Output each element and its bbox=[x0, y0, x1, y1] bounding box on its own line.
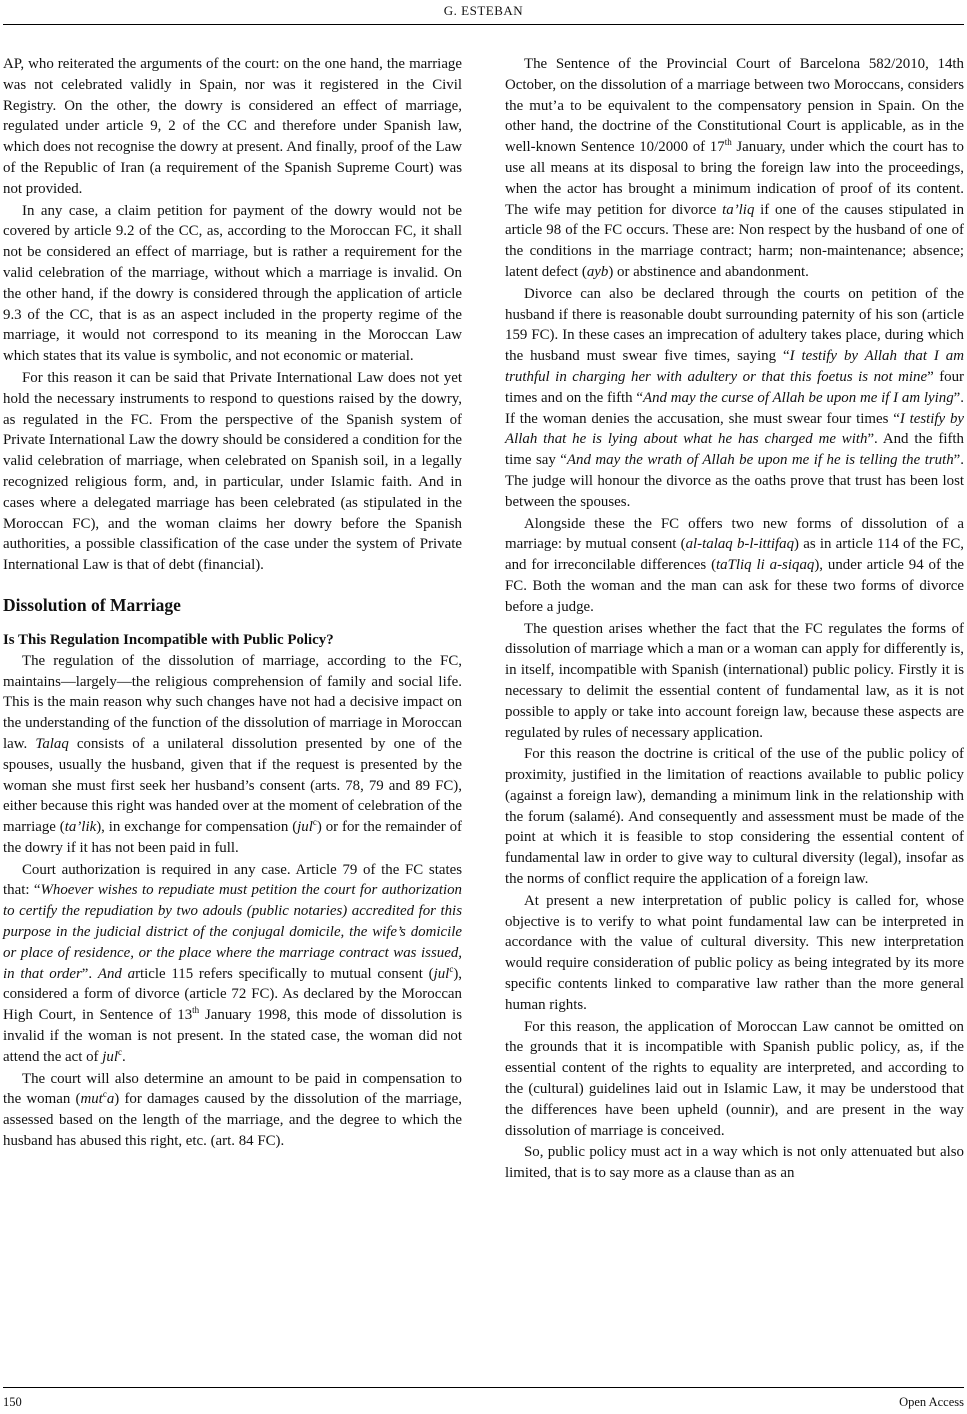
header-rule bbox=[3, 24, 964, 25]
paragraph: Divorce can also be declared through the courts on petition of the husband if there is reasonable doubt surrounding paternity of his son (article 159 FC). In these cases an imprecation of adultery takes place, during which the husband must swear five times, saying “I testify by Allah that I am truthful in charging her with adultery or that this foetus is not mine” four times and on the fifth “And may the curse of Allah be upon me if I am lying”. If the woman denies the accusation, she must swear four times “I testify by Allah that he is lying about what he has charged me with”. And the fifth time say “And may the wrath of Allah be upon me if he is telling the truth”. The judge will honour the divorce as the oaths prove that trust has been lost between the spouses. bbox=[505, 285, 965, 510]
paragraph: Court authorization is required in any case. Article 79 of the FC states that: “Whoever wishes to repudiate must petition the court for authorization to certify the repudiation by two adouls (public notaries) accredited for this purpose in the judicial district of the conjugal domicile, the wife’s domicile or place of residence, or the place where the marriage contract was issued, in that order”. And article 115 refers specifically to mutual consent (jul$^c$), considered a form of divorce (article 72 FC). As declared by the Moroccan High Court, in Sentence of 13th January 1998, this mode of dissolution is invalid if the woman is not present. In the stated case, the woman did not attend the act of jul$^c$. bbox=[3, 861, 462, 1065]
paragraph: The Sentence of the Provincial Court of Barcelona 582/2010, 14th October, on the dissolution of a marriage between two Moroccans, considers the mut’a to be equivalent to the compensatory pension in Spain. On the other hand, the doctrine of the Constitutional Court is applicable, as in the well-known Sentence 10/2000 of 17th January, under which the court has to use all means at its disposal to bring the foreign law into the proceedings, when the actor has brought a minimum indication of proof of its content. The wife may petition for divorce ta’liq if one of the causes stipulated in article 98 of the FC occurs. These are: Non respect by the husband of one of the conditions in the marriage contract; harm; non-maintenance; absence; latent defect (ayb) or abstinence and abandonment. bbox=[505, 56, 965, 280]
footer-rule bbox=[3, 1387, 964, 1388]
running-header: G. ESTEBAN bbox=[443, 3, 524, 18]
paragraph: The regulation of the dissolution of marriage, according to the FC, maintains—largely—the religious comprehension of family and social life. This is the main reason why such changes have not had a decisive impact on the understanding of the function of the dissolution of marriage in Moroccan law. Talaq consists of a unilateral dissolution presented by one of the spouses, usually the husband, given that if the request is presented by the woman she must first seek her husband’s consent (arts. 78, 79 and 89 FC), either because this right was handed over at the moment of celebration of the marriage (ta’lik), in exchange for compensation (jul$^c$) or for the remainder of the dowry if it has not been paid in full. bbox=[3, 652, 463, 856]
paragraph: The court will also determine an amount to be paid in compensation to the woman (mut$^c$a) for damages caused by the dissolution of the marriage, assessed based on the length of the marriage, and the degree to which the husband has abused this right, etc. (art. 84 FC). bbox=[3, 1070, 463, 1150]
paragraph: In any case, a claim petition for payment of the dowry would not be covered by article 9.2 of the CC, as, according to the Moroccan FC, it shall not be considered an effect of marriage, but is rather a requirement for the valid celebration of the marriage, without which a marriage is invalid. On the other hand, if the dowry is considered through the application of article 9.3 of the CC, that is as an aspect included in the property regime of the marriage, it would not correspond to its meaning in the Moroccan Law which states that its value is symbolic, and not economic or material. bbox=[3, 202, 462, 365]
paragraph: So, public policy must act in a way which is not only attenuated but also limited, that is to say more as a clause than as an bbox=[505, 1144, 964, 1182]
journal-label: Open Access bbox=[899, 1395, 964, 1409]
paragraph: Alongside these the FC offers two new forms of dissolution of a marriage: by mutual consent (al-talaq b-l-ittifaq) as in article 114 of the FC, and for irreconcilable differences (taTliq li a-siqaq), under article 94 of the FC. Both the woman and the man can ask for these two forms of divorce before a judge. bbox=[505, 515, 964, 615]
paragraph: The question arises whether the fact that the FC regulates the forms of dissolution of marriage which a man or a woman can apply for differently is, in itself, incompatible with Spanish (international) public policy. Firstly it is necessary to delimit the essential content of fundamental law, as it is not possible to apply or take into account foreign law, because these aspects are regulated by rules of necessary application. bbox=[505, 620, 964, 741]
paragraph: AP, who reiterated the arguments of the court: on the one hand, the marriage was not celebrated validly in Spain, nor was it registered in the Civil Registry. On the other, the dowry is considered an effect of marriage, regulated under article 9, 2 of the CC and therefore under Spanish law, which does not recognise the dowry at present. And finally, proof of the Law of the Republic of Iran (a requirement of the Spanish Supreme Court) was not provided. bbox=[3, 56, 462, 197]
paragraph: For this reason it can be said that Private International Law does not yet hold the necessary instruments to respond to questions raised by the dowry, as regulated in the FC. From the perspective of the Spanish system of Private International Law the dowry should be considered a condition for the valid celebration of marriage, when celebrated on Spanish soil, in a legally recognized religious form, and, in particular, under Islamic faith. And in cases where a delegated marriage has been celebrated (as stipulated in the Moroccan FC), and the woman claims her dowry before the Spanish authorities, a possible classification of the case under the system of Private International Law is that of debt (financial). bbox=[3, 369, 462, 574]
section-heading: Dissolution of Marriage bbox=[3, 594, 181, 615]
page-number: 150 bbox=[3, 1395, 22, 1409]
paragraph: At present a new interpretation of public policy is called for, whose objective is to verify to what point fundamental law can be interpreted in accordance with the value of cultural diversity. This new interpretation would require consideration of public policy as being integrated by its more specific contents linked to comparative law rather than the more general human rights. bbox=[505, 892, 964, 1013]
left-column bbox=[3, 54, 462, 1152]
paragraph: For this reason, the application of Moroccan Law cannot be omitted on the grounds that it is incompatible with Spanish public policy, as, if the essential content of the rights to equality are interpreted, and according to the (cultural) guidelines laid out in Islamic Law, it may be understood that the differences have been upheld (ounnir), and are present in the way dissolution of marriage is conceived. bbox=[505, 1018, 964, 1139]
subsection-heading: Is This Regulation Incompatible with Public Policy? bbox=[3, 631, 334, 648]
paragraph: For this reason the doctrine is critical of the use of the public policy of proximity, justified in the limitation of reactions available to public policy (against a foreign law), demanding a minimum link in the relationship with the forum (salamé). And consequently and assessment must be made of the point at which it is feasible to stop considering the essential content of fundamental law in order to give way to cultural diversity (legal), insofar as the norms of conflict require the application of a foreign law. bbox=[505, 746, 964, 888]
right-column bbox=[505, 54, 964, 1184]
